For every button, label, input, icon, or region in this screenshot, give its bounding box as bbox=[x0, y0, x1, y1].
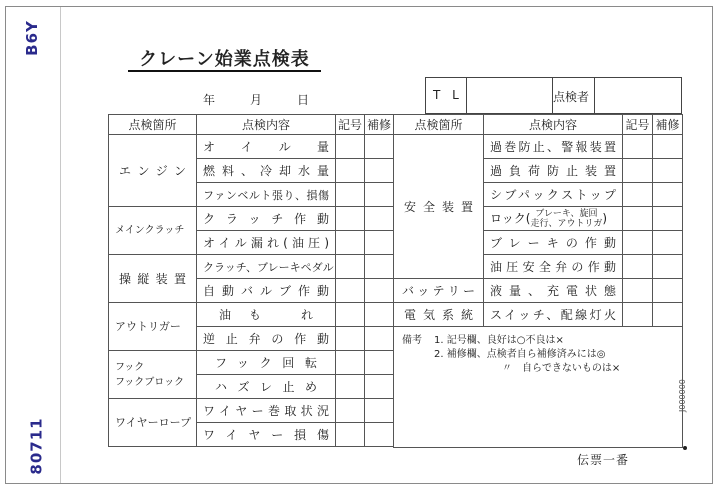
inspector-label: 点検者 bbox=[553, 90, 590, 104]
repair-cell[interactable] bbox=[365, 327, 394, 351]
mark-cell[interactable] bbox=[336, 207, 365, 231]
mark-cell[interactable] bbox=[623, 207, 653, 231]
mark-cell[interactable] bbox=[336, 351, 365, 375]
left-item: ワイヤー巻取状況 bbox=[197, 399, 336, 423]
mark-cell[interactable] bbox=[623, 183, 653, 207]
notes-line3: 〃 自らできないものは× bbox=[502, 363, 621, 374]
left-item: オイル漏れ(油圧) bbox=[197, 231, 336, 255]
repair-cell[interactable] bbox=[365, 207, 394, 231]
repair-cell[interactable] bbox=[653, 303, 683, 327]
left-item: クラッチ、ブレーキペダル bbox=[197, 255, 336, 279]
repair-cell[interactable] bbox=[365, 351, 394, 375]
mark-cell[interactable] bbox=[336, 399, 365, 423]
repair-cell[interactable] bbox=[653, 255, 683, 279]
right-location-safety: 安全装置 bbox=[394, 135, 484, 279]
lock-detail-line1: ブレーキ、旋回 bbox=[535, 208, 598, 219]
left-header-location: 点検箇所 bbox=[109, 115, 197, 135]
repair-cell[interactable] bbox=[653, 159, 683, 183]
lock-detail bbox=[530, 209, 602, 229]
stub-top-code: B6Y bbox=[22, 20, 41, 56]
repair-cell[interactable] bbox=[365, 255, 394, 279]
mark-cell[interactable] bbox=[623, 159, 653, 183]
left-inspection-table bbox=[108, 114, 394, 447]
title-underline bbox=[128, 70, 321, 72]
right-item: ブレーキの作動 bbox=[484, 231, 623, 255]
left-item: フック回転 bbox=[197, 351, 336, 375]
left-item: オイル量 bbox=[197, 135, 336, 159]
mark-cell[interactable] bbox=[336, 135, 365, 159]
left-item: 油も れ bbox=[197, 303, 336, 327]
left-item: ハズレ止め bbox=[197, 375, 336, 399]
right-location-electrical: 電気系統 bbox=[394, 303, 484, 327]
right-header-content: 点検内容 bbox=[484, 115, 623, 135]
left-location-controls: 操縦装置 bbox=[109, 255, 197, 303]
mark-cell[interactable] bbox=[623, 231, 653, 255]
slip-number-label: 伝票一番 bbox=[577, 453, 630, 467]
date-day: 日 bbox=[297, 93, 310, 107]
repair-cell[interactable] bbox=[653, 183, 683, 207]
notes-line1: 1. 記号欄、良好は○不良は× bbox=[434, 335, 564, 346]
date-month: 月 bbox=[250, 93, 263, 107]
form-title: クレーン始業点検表 bbox=[139, 49, 310, 70]
repair-cell[interactable] bbox=[365, 183, 394, 207]
left-location-engine: エンジン bbox=[109, 135, 197, 207]
right-item: 過負荷防止装置 bbox=[484, 159, 623, 183]
repair-cell[interactable] bbox=[365, 159, 394, 183]
repair-cell[interactable] bbox=[365, 375, 394, 399]
right-item: 液量、充電状態 bbox=[484, 279, 623, 303]
right-header-location: 点検箇所 bbox=[394, 115, 484, 135]
left-item: 燃料、冷却水量 bbox=[197, 159, 336, 183]
left-header-content: 点検内容 bbox=[197, 115, 336, 135]
repair-cell[interactable] bbox=[365, 423, 394, 447]
mark-cell[interactable] bbox=[336, 255, 365, 279]
mark-cell[interactable] bbox=[623, 255, 653, 279]
stub-strip bbox=[6, 7, 61, 483]
right-item: シブパックストップ bbox=[484, 183, 623, 207]
lock-label: ロック bbox=[490, 211, 526, 225]
right-item: スイッチ、配線灯火 bbox=[484, 303, 623, 327]
notes-line2: 2. 補修欄、点検者自ら補修済みには◎ bbox=[434, 349, 606, 360]
mark-cell[interactable] bbox=[623, 135, 653, 159]
right-item: 過巻防止、警報装置 bbox=[484, 135, 623, 159]
repair-cell[interactable] bbox=[365, 231, 394, 255]
left-location-wire-rope: ワイヤーロープ bbox=[109, 399, 197, 447]
date-year: 年 bbox=[203, 93, 216, 107]
repair-cell[interactable] bbox=[653, 207, 683, 231]
mark-cell[interactable] bbox=[336, 279, 365, 303]
left-item: 逆止弁の作動 bbox=[197, 327, 336, 351]
notes-area bbox=[394, 327, 683, 448]
left-header-mark: 記号 bbox=[336, 115, 365, 135]
left-location-outrigger: アウトリガー bbox=[109, 303, 197, 351]
side-serial-code: J000000 bbox=[678, 379, 687, 412]
left-location-main-clutch: メインクラッチ bbox=[109, 207, 197, 255]
mark-cell[interactable] bbox=[336, 327, 365, 351]
left-header-repair: 補修 bbox=[365, 115, 394, 135]
repair-cell[interactable] bbox=[653, 231, 683, 255]
repair-cell[interactable] bbox=[365, 279, 394, 303]
mark-cell[interactable] bbox=[336, 423, 365, 447]
right-header-repair: 補修 bbox=[653, 115, 683, 135]
repair-cell[interactable] bbox=[365, 303, 394, 327]
mark-cell[interactable] bbox=[336, 183, 365, 207]
mark-cell[interactable] bbox=[336, 303, 365, 327]
mark-cell[interactable] bbox=[336, 159, 365, 183]
left-item: ワイヤー損傷 bbox=[197, 423, 336, 447]
repair-cell[interactable] bbox=[365, 135, 394, 159]
notes-label: 備考 bbox=[402, 335, 422, 346]
mark-cell[interactable] bbox=[336, 375, 365, 399]
repair-cell[interactable] bbox=[653, 135, 683, 159]
right-item: 油圧安全弁の作動 bbox=[484, 255, 623, 279]
marker-dot bbox=[683, 446, 687, 450]
repair-cell[interactable] bbox=[653, 279, 683, 303]
mark-cell[interactable] bbox=[336, 231, 365, 255]
left-item: 自動バルブ作動 bbox=[197, 279, 336, 303]
right-header-mark: 記号 bbox=[623, 115, 653, 135]
tl-label: T L bbox=[433, 88, 463, 102]
lock-detail-line2: 走行、アウトリガ bbox=[530, 218, 603, 229]
left-item: ファンベルト張り、損傷 bbox=[197, 183, 336, 207]
left-location-hook: フック フックブロック bbox=[109, 351, 197, 399]
right-location-battery: バッテリー bbox=[394, 279, 484, 303]
right-item-lock: ロック( ブレーキ、旋回 走行、アウトリガ) bbox=[484, 207, 623, 231]
stub-bottom-code: 80711 bbox=[27, 417, 46, 475]
left-item: クラッチ作動 bbox=[197, 207, 336, 231]
right-inspection-table bbox=[393, 114, 683, 448]
repair-cell[interactable] bbox=[365, 399, 394, 423]
mark-cell[interactable] bbox=[623, 279, 653, 303]
mark-cell[interactable] bbox=[623, 303, 653, 327]
